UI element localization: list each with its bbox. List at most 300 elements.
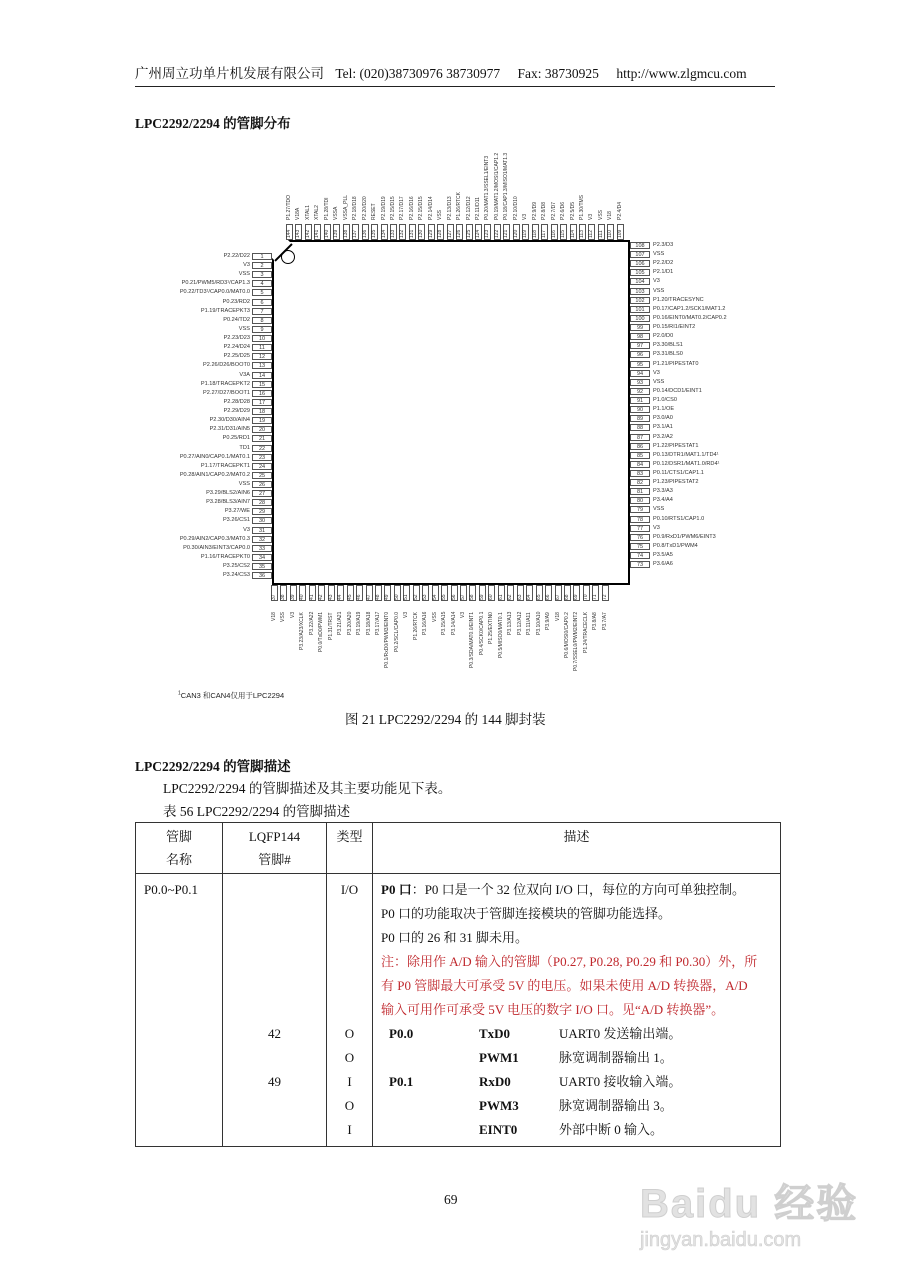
pin-number: 54 xyxy=(431,594,438,600)
pin-label: P0.24/TD2 xyxy=(223,316,250,323)
pin-label: P2.23/D23 xyxy=(223,335,250,342)
header-description: 描述 xyxy=(373,823,781,874)
pin-label: P0.15/RI1/EINT2 xyxy=(653,324,696,331)
pin-label: P2.7/D7 xyxy=(550,201,557,220)
pin-label: V3 xyxy=(653,369,660,376)
pin-number: 122 xyxy=(493,229,500,238)
pin-number: 60 xyxy=(488,594,495,600)
pin-label: P3.22/A22 xyxy=(308,611,315,635)
pin-label: P3.13/A13 xyxy=(507,611,514,635)
pin-label: VSSA_PLL xyxy=(342,194,349,220)
pin-number: 83 xyxy=(630,470,650,477)
pin-label: P0.14/DCD1/EINT1 xyxy=(653,387,702,394)
header-pin-name: 管脚 名称 xyxy=(136,823,223,874)
pin-number: 2 xyxy=(252,262,272,269)
pin-number: 130 xyxy=(418,229,425,238)
pin-number: 46 xyxy=(356,594,363,600)
pin-number: 143 xyxy=(295,229,302,238)
pin-number: 64 xyxy=(526,594,533,600)
pin-number: 13 xyxy=(252,362,272,369)
pin-number: 114 xyxy=(569,230,576,238)
pin-number: 25 xyxy=(252,472,272,479)
sub-row-type: I xyxy=(347,1074,352,1089)
pin-number: 38 xyxy=(280,594,287,600)
pin-label: P2.11/D11 xyxy=(475,197,481,220)
pin-number: 85 xyxy=(630,452,650,459)
pin1-marker-icon xyxy=(281,250,295,264)
pin-number: 126 xyxy=(456,229,463,238)
pin-label: P3.18/A18 xyxy=(365,611,372,635)
pin-number: 127 xyxy=(446,229,453,238)
pin-number: 132 xyxy=(399,229,406,238)
pin-number: 136 xyxy=(361,229,368,238)
pin-label: P3.29/BLS2/AIN6 xyxy=(206,490,250,497)
pin-label: P2.2/D2 xyxy=(653,260,674,267)
page-number: 69 xyxy=(444,1192,458,1207)
pin-number: 125 xyxy=(465,229,472,238)
pin-number: 109 xyxy=(616,229,623,238)
pin-label: P1.1/OE xyxy=(653,406,675,413)
pin-number: 138 xyxy=(342,229,349,238)
pin-number: 110 xyxy=(607,230,614,238)
pin-label: VSS xyxy=(653,378,665,385)
pin-number: 48 xyxy=(374,594,381,600)
pin-label: XTAL1 xyxy=(304,205,311,220)
pin-label: P2.31/D31/AIN5 xyxy=(209,426,250,433)
pin-number: 68 xyxy=(563,594,570,600)
pin-number: 144 xyxy=(286,229,292,238)
pin-number: 55 xyxy=(441,594,448,600)
pin-number: 50 xyxy=(393,594,400,600)
pin-number: 28 xyxy=(252,499,272,506)
pin-label: P0.11/CTS1/CAP1.1 xyxy=(653,470,704,476)
pin-label: V3 xyxy=(522,213,529,220)
pin-number: 118 xyxy=(531,230,538,238)
pin-label: XTAL2 xyxy=(314,205,321,220)
tel: Tel: (020)38730976 38730977 xyxy=(335,66,501,81)
pin-label: VSS xyxy=(280,611,287,622)
pin-label: P2.22/D22 xyxy=(223,253,250,259)
pin-number: 86 xyxy=(630,443,650,450)
pin-number: 33 xyxy=(252,545,272,552)
pin-number: 88 xyxy=(630,424,650,431)
pin-label: P0.27/AIN0/CAP0.1/MAT0.1 xyxy=(179,453,250,460)
pin-label: P1.17/TRACEPKT1 xyxy=(200,462,250,469)
pin-number: 133 xyxy=(389,229,396,238)
pin-label: P3.30/BLS1 xyxy=(653,342,683,349)
pin-label: P3.9/A9 xyxy=(545,612,552,630)
pin-number: 65 xyxy=(535,594,542,600)
pin-label: P0.9/RxD1/PWM6/EINT3 xyxy=(653,533,716,540)
sub-row-pin xyxy=(223,1118,326,1142)
website: http://www.zlgmcu.com xyxy=(616,66,747,81)
pin-label: P1.23/PIPESTAT2 xyxy=(653,479,699,486)
pin-number: 79 xyxy=(630,506,650,513)
pin-number: 24 xyxy=(252,463,272,470)
pin-label: P0.30/AIN3/EINT3/CAP0.0 xyxy=(183,544,250,551)
pin-label: P2.3/D3 xyxy=(653,242,674,248)
pin-number: 87 xyxy=(630,434,650,441)
sub-row-desc: PWM1 脉宽调制器输出 1。 xyxy=(479,1050,673,1065)
pin-label: V3 xyxy=(403,611,410,618)
pin-number: 10 xyxy=(252,335,272,342)
pin-number: 77 xyxy=(630,525,650,532)
sub-row-pin: 49 xyxy=(268,1074,281,1089)
pin-number: 32 xyxy=(252,536,272,543)
pin-label: P1.0/CS0 xyxy=(653,397,677,404)
pin-label: P0.8/TxD1/PWM4 xyxy=(653,542,698,549)
pin-number: 75 xyxy=(630,543,650,550)
table-caption: 表 56 LPC2292/2294 的管脚描述 xyxy=(163,804,351,819)
pin-label: P2.19/D19 xyxy=(380,196,387,220)
pin-number: 135 xyxy=(371,229,378,238)
page-header xyxy=(135,62,775,82)
pin-number: 43 xyxy=(327,594,334,600)
pin-number: 58 xyxy=(469,594,476,600)
pin-number: 98 xyxy=(630,333,650,340)
figure-caption: 图 21 LPC2292/2294 的 144 脚封装 xyxy=(345,712,546,727)
pin-number: 82 xyxy=(630,479,650,486)
pin-label: P2.27/D27/BOOT1 xyxy=(203,389,250,396)
pin-label: P1.30/TMS xyxy=(578,194,585,220)
pin-label: P0.3/SDA/MAT0.0/EINT1 xyxy=(469,611,476,668)
pin-number: 45 xyxy=(346,594,353,600)
header-rule xyxy=(135,86,775,87)
pin-number: 94 xyxy=(630,370,650,377)
pin-number: 139 xyxy=(333,229,340,238)
pin-number: 22 xyxy=(252,445,272,452)
sub-row-type: O xyxy=(344,1026,355,1041)
pin-label: VSS xyxy=(653,251,665,258)
diagram-footnote: $^1$CAN3 和CAN4仅用于LPC2294 xyxy=(178,690,285,700)
pin-number: 106 xyxy=(630,260,650,267)
pin-label: P3.1/A1 xyxy=(653,424,673,431)
sub-row-desc: EINT0 外部中断 0 输入。 xyxy=(479,1122,664,1137)
pin-label: VSSA xyxy=(333,206,340,220)
pin-label: VSS xyxy=(238,325,250,332)
pin-label: P2.30/D30/AIN4 xyxy=(209,417,250,424)
pin-label: P2.25/D25 xyxy=(223,353,250,360)
pin-number: 6 xyxy=(252,299,272,306)
pin-number: 129 xyxy=(427,229,434,238)
pin-label: P3.24/CS3 xyxy=(222,572,250,579)
pin-number: 96 xyxy=(630,351,650,358)
pin-number: 105 xyxy=(630,269,650,276)
pin-label: P0.16/EINT0/MAT0.2/CAP0.2 xyxy=(653,314,727,321)
pin-label: P1.22/PIPESTAT1 xyxy=(653,442,699,449)
chip-body xyxy=(272,240,630,585)
pin-number: 37 xyxy=(271,594,277,600)
pin-label: P0.17/CAP1.2/SCK1/MAT1.2 xyxy=(653,305,726,312)
pin-number: 124 xyxy=(475,229,481,238)
pin-label: V3 xyxy=(653,524,660,531)
pin-label: VSS xyxy=(597,209,604,220)
pin-number: 14 xyxy=(252,372,272,379)
pin-number: 52 xyxy=(412,594,419,600)
pin-label: P2.15/D15 xyxy=(389,196,396,220)
pin-number: 11 xyxy=(252,344,272,351)
pin-number: 30 xyxy=(252,517,272,524)
pin-number: 27 xyxy=(252,490,272,497)
section-title-pin-desc: LPC2292/2294 的管脚描述 xyxy=(135,759,291,774)
pin-label: V3A xyxy=(239,371,250,378)
pin-label: P0.2/SCL/CAP0.0 xyxy=(393,611,400,652)
pin-label: P3.28/BLS3/AIN7 xyxy=(206,499,250,506)
pin-number: 57 xyxy=(460,594,466,600)
baidu-watermark: Baidu 经验 jingyan.baidu.com xyxy=(640,1182,859,1251)
pin-number: 81 xyxy=(630,488,650,495)
intro-paragraph: LPC2292/2294 的管脚描述及其主要功能见下表。 xyxy=(163,781,452,796)
pin-label: P1.18/TRACEPKT2 xyxy=(200,380,250,387)
pin-number: 120 xyxy=(512,229,519,238)
pin-label: V18A xyxy=(295,207,302,220)
pin-label: V18 xyxy=(607,211,614,220)
pin-number: 5 xyxy=(252,289,272,296)
pin-number: 97 xyxy=(630,342,650,349)
pin-label: P2.1/D1 xyxy=(653,269,674,276)
company-name: 广州周立功单片机发展有限公司 xyxy=(135,66,324,81)
pin-label: P2.0/D0 xyxy=(653,333,674,340)
pin-label: VSS xyxy=(431,611,438,622)
pin-number: 74 xyxy=(630,552,650,559)
pin-label: P2.18/D18 xyxy=(352,196,359,220)
pin-label: P1.21/PIPESTAT0 xyxy=(653,360,699,367)
pin-label: P2.16/D16 xyxy=(408,196,415,220)
pin-number: 72 xyxy=(601,594,608,600)
pin-number: 3 xyxy=(252,271,272,278)
cell-pin-name: P0.0~P0.1 xyxy=(136,874,223,1147)
pin-number: 102 xyxy=(630,297,650,304)
pin-label: P3.4/A4 xyxy=(653,497,673,504)
pin-number: 90 xyxy=(630,406,650,413)
pin-label: P0.21/PWM5/RD3¹/CAP1.3 xyxy=(181,280,250,287)
cell-description: P0 口：P0 口是一个 32 位双向 I/O 口，每位的方向可单独控制。 P0 口的功能取决于管脚连接模块的管脚功能选择。 P0 口的 26 和 31 脚未用。 注：除用作 A/D 输入的管脚（P0.27, P0.28, P0.29 和 P0.30）外，所 有 P0 管脚最大可承受 5V 的电压。如果未使用 A/D 转换器，A/D 输入可用作可承受 5V 电压的数字 I/O 口。见“A/D 转换器”。 P0.0 TxD0 UART0 发送输出端。 PWM1 脉宽调制器输出 1。 P0.1 RxD0 UART0 接收输入端。 PWM3 脉宽调制器输出 3。 EINT0 外部中断 0 输入。 xyxy=(373,874,781,1147)
pin-number: 18 xyxy=(252,408,272,415)
pin-label: V18 xyxy=(271,612,277,621)
pin-number: 113 xyxy=(578,230,585,238)
pin-label: P3.11/A11 xyxy=(526,612,533,635)
pin-label: P2.4/D4 xyxy=(616,201,623,220)
pin-label: VSS xyxy=(238,481,250,487)
pin-number: 53 xyxy=(422,594,429,600)
note-line: 注：除用作 A/D 输入的管脚（P0.27, P0.28, P0.29 和 P0.30）外，所 xyxy=(381,954,758,969)
pin-label: V3 xyxy=(460,611,466,618)
pin-label: P1.20/TRACESYNC xyxy=(653,296,704,303)
pin-number: 7 xyxy=(252,308,272,315)
pin-number: 49 xyxy=(384,594,391,600)
pin-number: 62 xyxy=(507,594,514,600)
pin-label: P0.18/CAP1.3/MISO1/MAT1.3 xyxy=(503,152,510,220)
pin-number: 117 xyxy=(541,230,548,238)
pin-number: 56 xyxy=(450,594,457,600)
pin-number: 104 xyxy=(630,278,650,285)
pin-number: 40 xyxy=(299,594,306,600)
pin-number: 17 xyxy=(252,399,272,406)
pin-number: 99 xyxy=(630,324,650,331)
pin-number: 100 xyxy=(630,315,650,322)
pin-number: 71 xyxy=(592,594,599,600)
pin-number: 137 xyxy=(352,229,359,238)
pin-label: P3.19/A19 xyxy=(356,611,363,635)
pin-label: P2.6/D6 xyxy=(560,201,567,220)
section-title-pin-layout: LPC2292/2294 的管脚分布 xyxy=(135,116,291,131)
pin-label: P0.23/RD2 xyxy=(222,298,250,305)
pin-label: P3.21/A21 xyxy=(337,611,344,635)
pin-label: VSS xyxy=(653,287,665,294)
pin-label: P1.19/TRACEPKT3 xyxy=(200,307,250,314)
cell-type: I/O O O I O I xyxy=(327,874,373,1147)
pin-number: 19 xyxy=(252,417,272,424)
pin-label: P2.26/D26/BOOT0 xyxy=(203,362,250,369)
pin-number: 142 xyxy=(304,229,311,238)
pin-label: P3.14/A14 xyxy=(450,611,457,635)
pin-number: 1 xyxy=(252,253,272,260)
pin-label: VSS xyxy=(653,506,665,513)
table-header-row xyxy=(136,823,781,874)
pin-label: P0.6/MOSI0/CAP0.2 xyxy=(563,612,570,658)
pin-number: 4 xyxy=(252,280,272,287)
pin-label: P2.24/D24 xyxy=(223,344,250,351)
sub-row-type: I xyxy=(347,1122,352,1137)
pin-number: 31 xyxy=(252,527,272,534)
pin-number: 44 xyxy=(337,594,344,600)
sub-row-pin xyxy=(223,1046,326,1070)
pin-number: 121 xyxy=(503,229,510,238)
pin-number: 39 xyxy=(289,594,296,600)
pin-number: 128 xyxy=(437,229,444,238)
pin-label: P2.20/D20 xyxy=(361,196,368,220)
pin-label: P2.17/D17 xyxy=(399,196,406,220)
fax: Fax: 38730925 xyxy=(517,66,599,81)
pin-label: P1.25/EXTIN0 xyxy=(488,612,495,644)
pin-label: P0.13/DTR1/MAT1.1/TD4¹ xyxy=(653,451,719,458)
pin-description-table xyxy=(135,822,781,1147)
pin-label: P3.6/A6 xyxy=(653,561,673,568)
pin-label: P3.27/WE xyxy=(224,508,250,515)
pin-number: 76 xyxy=(630,534,650,541)
pin-label: P0.10/RTS1/CAP1.0 xyxy=(653,515,705,522)
pin-label: P2.28/D28 xyxy=(223,398,250,405)
pin-number: 107 xyxy=(630,251,650,258)
note-line: 输入可用作可承受 5V 电压的数字 I/O 口。见“A/D 转换器”。 xyxy=(381,1002,725,1017)
pin-label: P1.31/TRST xyxy=(327,612,334,640)
pin-label: P1.27/TDO xyxy=(286,194,292,220)
pin-number: 84 xyxy=(630,461,650,468)
pin-number: 66 xyxy=(545,594,552,600)
pin-label: P0.0/TxD0/PWM1 xyxy=(318,611,325,652)
pin-label: P1.16/TRACEPKT0 xyxy=(200,553,250,560)
cell-pin-numbers xyxy=(223,874,327,1147)
pin-number: 23 xyxy=(252,454,272,461)
sub-row-pin xyxy=(223,1094,326,1118)
pin-label: VSS xyxy=(238,271,250,278)
pin-label: P0.12/DSR1/MAT1.0/RD4¹ xyxy=(653,460,720,467)
pin-label: P0.25/RD1 xyxy=(222,435,250,442)
pin-label: P3.20/A20 xyxy=(346,611,353,635)
pin-label: P0.29/AIN2/CAP0.3/MAT0.3 xyxy=(179,535,250,542)
pin-number: 141 xyxy=(314,229,321,238)
sub-row-desc: P0.0 TxD0 UART0 发送输出端。 xyxy=(389,1026,682,1041)
pin-label: P1.28/TDI xyxy=(323,197,330,220)
pin-label: V3 xyxy=(653,278,660,285)
pin-number: 42 xyxy=(318,594,325,600)
pin-number: 41 xyxy=(308,594,315,600)
pin-label: P0.4/SCK0/CAP0.1 xyxy=(478,611,485,655)
pin-label: P3.3/A3 xyxy=(653,488,673,495)
pin-number: 8 xyxy=(252,317,272,324)
pin-number: 95 xyxy=(630,361,650,368)
pin-label: P3.5/A5 xyxy=(653,552,673,559)
pin-number: 134 xyxy=(380,229,387,238)
pin-number: 35 xyxy=(252,563,272,570)
pin-number: 103 xyxy=(630,288,650,295)
pin-number: 93 xyxy=(630,379,650,386)
pin-label: P2.12/D12 xyxy=(465,196,472,220)
pin-label: P0.5/MISO0/MAT0.1 xyxy=(497,612,504,658)
pin-label: P3.23/A23/XCLK xyxy=(299,612,306,650)
pin-label: VSS xyxy=(437,209,444,220)
pin-number: 61 xyxy=(497,594,504,600)
pin-number: 67 xyxy=(554,594,561,600)
pin-label: P2.15/D15 xyxy=(418,196,425,220)
sub-row-desc: P0.1 RxD0 UART0 接收输入端。 xyxy=(389,1074,682,1089)
pin-label: P3.12/A12 xyxy=(516,611,523,635)
sub-row-type: O xyxy=(344,1098,355,1113)
pin-number: 115 xyxy=(560,230,567,238)
pin-label: RESET xyxy=(371,203,378,220)
pin-label: P0.22/TD3¹/CAP0.0/MAT0.0 xyxy=(179,289,250,296)
pin-number: 123 xyxy=(484,229,491,238)
table-row xyxy=(136,874,781,1147)
pin-label: P2.10/D10 xyxy=(512,196,519,220)
pin-label: P0.7/SSEL0/PWM2/EINT2 xyxy=(573,611,580,671)
sub-row-pin: 42 xyxy=(268,1026,281,1041)
pin-number: 108 xyxy=(630,242,650,249)
pin-number: 140 xyxy=(323,229,330,238)
pin-number: 70 xyxy=(582,594,589,600)
pin-label: V3 xyxy=(289,611,296,618)
pin-label: V3 xyxy=(243,526,250,533)
pin-number: 78 xyxy=(630,516,650,523)
pin-number: 131 xyxy=(408,229,415,238)
pin-number: 9 xyxy=(252,326,272,333)
pin-label: P1.26/RTCK xyxy=(456,192,463,220)
pin-label: P3.31/BLS0 xyxy=(653,351,683,358)
pin-label: P3.16/A16 xyxy=(422,611,429,635)
pin-label: P3.7/A7 xyxy=(601,612,608,630)
pin-number: 21 xyxy=(252,435,272,442)
sub-row-type: O xyxy=(344,1050,355,1065)
pin-label: TD1 xyxy=(239,444,250,451)
pin-number: 36 xyxy=(252,572,272,579)
pin-number: 73 xyxy=(630,561,650,568)
note-line: 有 P0 管脚最大可承受 5V 的电压。如果未使用 A/D 转换器，A/D xyxy=(381,978,748,993)
pin-label: P2.9/D9 xyxy=(531,201,538,220)
pin-label: P0.19/MAT1.2/MOSI1/CAP1.2 xyxy=(493,152,500,220)
pin-number: 80 xyxy=(630,497,650,504)
pin-label: P0.1/RxD0/PWM3/EINT0 xyxy=(384,611,391,668)
pin-label: P3.25/CS2 xyxy=(222,563,250,570)
pin-label: P3.15/A15 xyxy=(441,611,448,635)
pin-number: 34 xyxy=(252,554,272,561)
pin-label: P1.24/TRACECLK xyxy=(582,611,589,653)
pin-number: 51 xyxy=(403,594,410,600)
pin-number: 92 xyxy=(630,388,650,395)
pin-number: 20 xyxy=(252,426,272,433)
pin-label: P3.8/A8 xyxy=(592,612,599,630)
pin-number: 15 xyxy=(252,381,272,388)
pin-number: 111 xyxy=(597,230,604,238)
